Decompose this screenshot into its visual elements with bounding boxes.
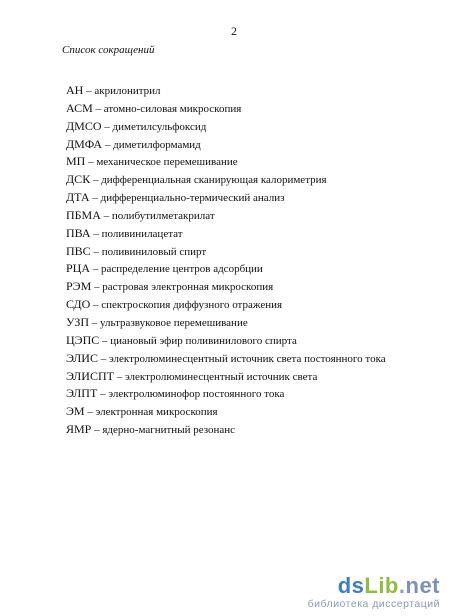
abbreviation-separator: – — [90, 174, 102, 187]
abbreviation-separator: – — [90, 245, 102, 258]
abbreviation-definition: акрилонитрил — [94, 85, 161, 97]
abbreviation-item — [66, 368, 386, 386]
abbreviation-definition: атомно-силовая микроскопия — [103, 102, 242, 115]
abbreviation-separator: – — [84, 406, 96, 419]
abbreviation-term: УЗП — [66, 314, 90, 329]
abbreviation-definition: механическое перемешивание — [96, 156, 238, 169]
abbreviation-term: РЭМ — [66, 279, 92, 294]
abbreviation-item — [66, 136, 386, 154]
abbreviation-term: ПВА — [66, 225, 91, 240]
abbreviation-separator: – — [89, 316, 101, 329]
abbreviation-separator: – — [113, 370, 125, 383]
abbreviation-list — [66, 82, 386, 439]
abbreviation-separator: – — [90, 227, 102, 240]
abbreviation-term: ДМСО — [66, 118, 102, 133]
abbreviation-definition: ядерно-магнитный резонанс — [102, 424, 236, 437]
abbreviation-item — [66, 171, 386, 189]
abbreviation-term: ДТА — [66, 190, 90, 205]
abbreviation-item — [66, 82, 386, 100]
abbreviation-separator: – — [102, 138, 114, 151]
abbreviation-separator: – — [101, 120, 113, 133]
page-number: 2 — [231, 24, 237, 38]
abbreviation-definition: дифференциально-термический анализ — [100, 192, 285, 205]
abbreviation-definition: распределение центров адсорбции — [101, 263, 263, 276]
abbreviation-item — [66, 153, 386, 171]
abbreviation-item — [66, 296, 386, 314]
watermark — [308, 575, 440, 610]
watermark-logo-dot: . — [398, 573, 406, 598]
abbreviation-definition: растровая электронная микроскопия — [102, 281, 274, 294]
abbreviation-separator: – — [97, 388, 109, 401]
abbreviation-item — [66, 260, 386, 278]
abbreviation-definition: электролюминофор постоянного тока — [108, 388, 285, 401]
abbreviation-item — [66, 332, 386, 350]
abbreviation-item — [66, 421, 386, 439]
abbreviation-item — [66, 314, 386, 332]
abbreviation-term: ПБМА — [66, 207, 101, 222]
watermark-logo-lib: Lib — [364, 573, 399, 598]
abbreviation-term: АН — [66, 83, 84, 97]
abbreviation-definition: диметилсульфоксид — [112, 120, 207, 133]
abbreviation-separator: – — [92, 102, 104, 115]
abbreviation-item — [66, 385, 386, 403]
abbreviation-item — [66, 243, 386, 261]
abbreviation-separator: – — [97, 352, 109, 365]
abbreviation-definition: поливиниловый спирт — [101, 245, 207, 258]
abbreviation-term: СДО — [66, 297, 91, 312]
abbreviation-separator: – — [90, 263, 102, 276]
abbreviation-term: ПВС — [66, 243, 91, 258]
abbreviation-definition: электронная микроскопия — [95, 406, 218, 419]
abbreviation-separator: – — [89, 192, 101, 205]
abbreviation-term: ЦЭПС — [66, 332, 100, 347]
abbreviation-term: МП — [66, 154, 86, 169]
abbreviation-term: ЯМР — [66, 422, 92, 437]
abbreviation-item — [66, 189, 386, 207]
watermark-subtitle: библиотека диссертаций — [307, 598, 440, 610]
abbreviation-term: ЭЛИС — [66, 350, 98, 365]
abbreviation-item — [66, 207, 386, 225]
abbreviation-term: РЦА — [66, 261, 91, 276]
abbreviation-definition: спектроскопия диффузного отражения — [101, 299, 283, 312]
abbreviation-definition: циановый эфир поливинилового спирта — [110, 334, 297, 347]
abbreviation-item — [66, 350, 386, 368]
abbreviation-item — [66, 100, 386, 118]
abbreviation-item — [66, 118, 386, 136]
abbreviation-separator: – — [83, 85, 95, 97]
abbreviation-item — [66, 403, 386, 421]
abbreviation-separator: – — [100, 209, 112, 222]
abbreviation-separator: – — [90, 299, 102, 312]
watermark-logo-net: net — [405, 573, 440, 598]
abbreviation-term: ЭЛИСПТ — [66, 368, 114, 383]
abbreviation-definition: электролюминесцентный источник света постоянного тока — [108, 352, 386, 365]
abbreviation-definition: поливинилацетат — [101, 227, 183, 240]
abbreviation-term: ЭЛПТ — [66, 386, 98, 401]
abbreviation-definition: диметилформамид — [113, 138, 201, 151]
abbreviation-term: ДСК — [66, 172, 91, 187]
abbreviation-item — [66, 278, 386, 296]
abbreviation-term: ДМФА — [66, 136, 103, 151]
abbreviation-separator: – — [85, 156, 97, 169]
abbreviation-definition: полибутилметакрилат — [111, 209, 215, 222]
abbreviation-term: ЭМ — [66, 404, 85, 419]
abbreviation-term: АСМ — [66, 100, 93, 115]
abbreviation-separator: – — [91, 424, 103, 437]
watermark-logo-ds: ds — [337, 573, 365, 598]
abbreviation-item — [66, 225, 386, 243]
abbreviation-definition: дифференциальная сканирующая калориметрия — [101, 174, 327, 187]
abbreviation-definition: ультразвуковое перемешивание — [100, 316, 248, 329]
abbreviation-separator: – — [91, 281, 103, 294]
abbreviation-definition: электролюминесцентный источник света — [124, 370, 318, 383]
watermark-logo — [308, 575, 440, 597]
section-title: Список сокращений — [62, 44, 155, 56]
abbreviation-separator: – — [99, 334, 111, 347]
